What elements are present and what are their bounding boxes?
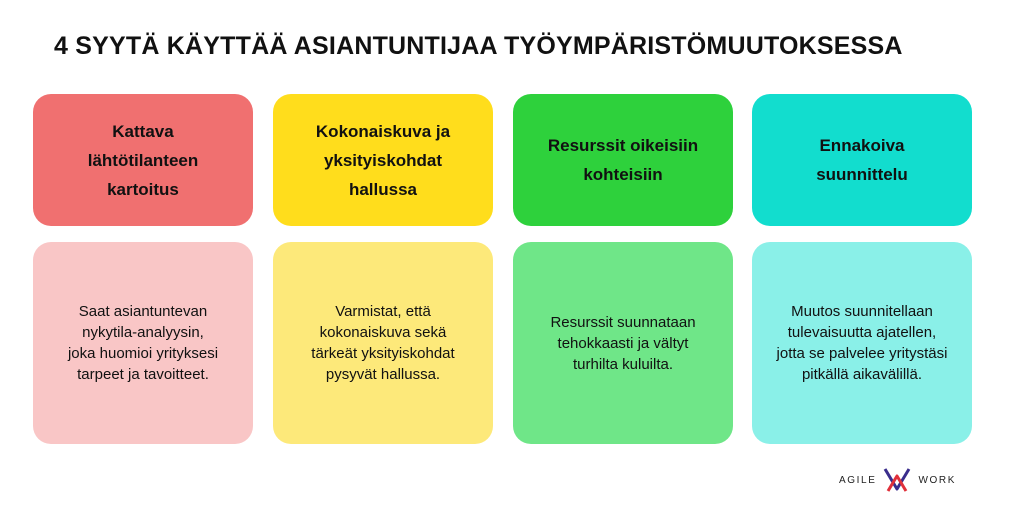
reason-4-text: Muutos suunnitellaan tulevaisuutta ajatellen, jotta se palvelee yritystäsi pitkällä aikavälillä.: [776, 303, 948, 383]
reason-3-text: Resurssit suunnataan tehokkaasti ja vältyt turhilta kuluilta.: [550, 313, 696, 373]
logo-word-right: WORK: [918, 474, 956, 486]
logo-word-left: AGILE: [839, 474, 877, 486]
reason-1-text: Saat asiantuntevan nykytila-analyysin, joka huomioi yrityksesi tarpeet ja tavoitteet.: [67, 303, 219, 383]
agile-work-logo: [839, 466, 979, 494]
reason-3-heading-card: [513, 94, 733, 226]
reason-4-body-card: [752, 242, 972, 444]
reason-2-heading-card: [273, 94, 493, 226]
reason-4-heading-card: [752, 94, 972, 226]
reason-1-heading-card: [33, 94, 253, 226]
reason-3-heading: Resurssit oikeisiin kohteisiin: [547, 136, 699, 184]
reason-2-heading: Kokonaiskuva ja yksityiskohdat hallussa: [315, 121, 451, 199]
reason-2-text: Varmistat, että kokonaiskuva sekä tärkeät yksityiskohdat pysyvät hallussa.: [311, 303, 455, 383]
agile-work-logo-icon: [882, 467, 912, 493]
reason-2-body-card: [273, 242, 493, 444]
reason-4-heading: Ennakoiva suunnittelu: [816, 136, 908, 184]
reason-1-heading: Kattava lähtötilanteen kartoitus: [87, 121, 199, 199]
reason-1-body-card: [33, 242, 253, 444]
reason-3-body-card: [513, 242, 733, 444]
page-title: 4 SYYTÄ KÄYTTÄÄ ASIANTUNTIJAA TYÖYMPÄRISTÖMUUTOKSESSA: [54, 32, 903, 60]
